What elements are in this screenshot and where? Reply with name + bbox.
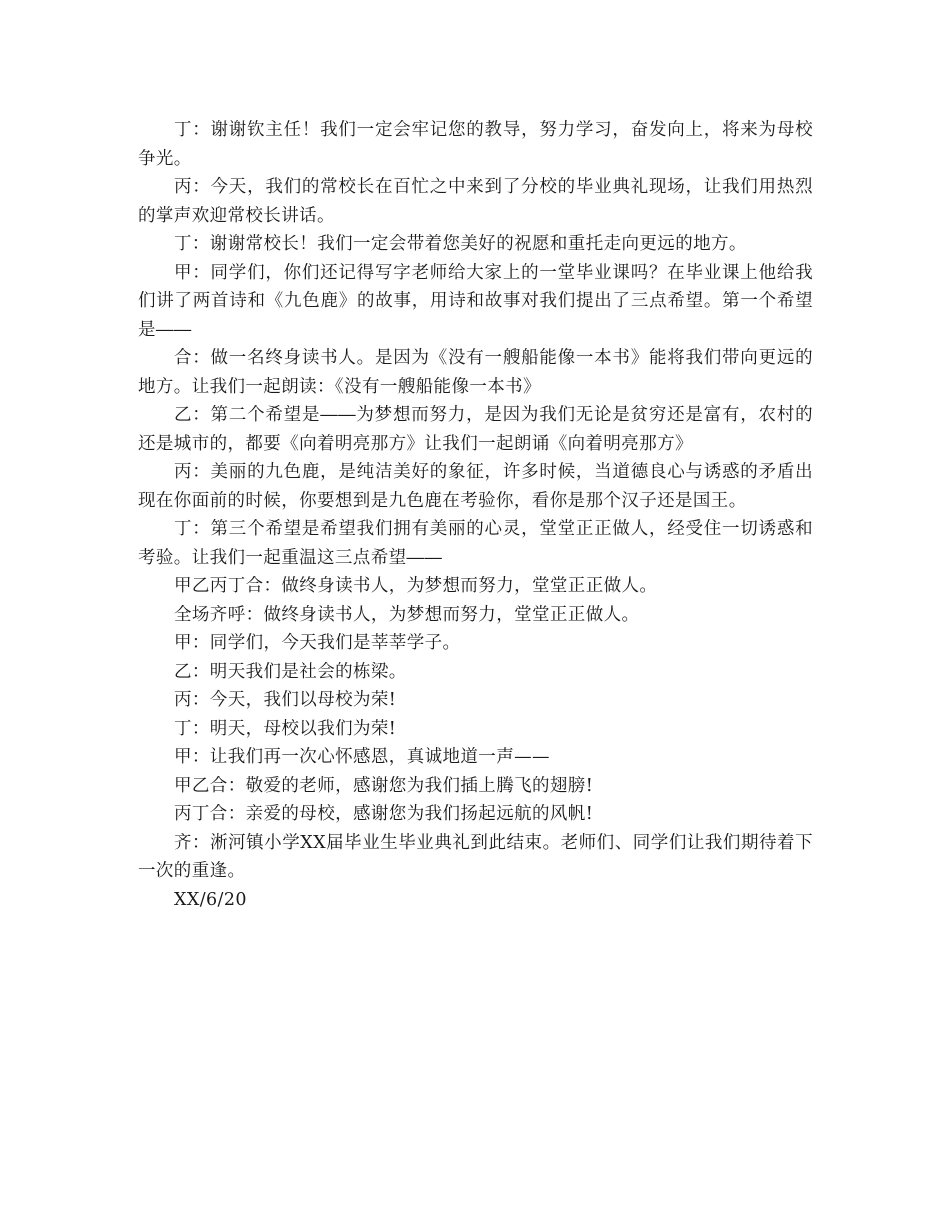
- paragraph: 甲乙合：敬爱的老师，感谢您为我们插上腾飞的翅膀!: [174, 775, 594, 796]
- paragraph: 甲：同学们，你们还记得写字老师给大家上的一堂毕业课吗？在毕业课上他给我们讲了两首诗和《九色鹿》的故事，用诗和故事对我们提出了三点希望。第一个希望是――: [138, 262, 813, 340]
- paragraph: 丁：第三个希望是希望我们拥有美丽的心灵，堂堂正正做人，经受住一切诱惑和考验。让我们一起重温这三点希望――: [138, 519, 813, 568]
- paragraph: 丁：谢谢钦主任！我们一定会牢记您的教导，努力学习，奋发向上，将来为母校争光。: [138, 120, 813, 169]
- paragraph: 丙：今天，我们以母校为荣!: [174, 690, 397, 710]
- paragraph: 合：做一名终身读书人。是因为《没有一艘船能像一本书》能将我们带向更远的地方。让我们一起朗读：《没有一艘船能像一本书》: [138, 348, 813, 397]
- paragraph: 丙：美丽的九色鹿，是纯洁美好的象征，许多时候，当道德良心与诱惑的矛盾出现在你面前的时候，你要想到是九色鹿在考验你，看你是那个汉子还是国王。: [138, 462, 813, 511]
- paragraph: 丙丁合：亲爱的母校，感谢您为我们扬起远航的风帆!: [174, 804, 594, 824]
- paragraph: 丁：明天，母校以我们为荣!: [174, 718, 397, 739]
- paragraph: 丙：今天，我们的常校长在百忙之中来到了分校的毕业典礼现场，让我们用热烈的掌声欢迎常校长讲话。: [138, 177, 813, 226]
- paragraph: 乙：第二个希望是――为梦想而努力，是因为我们无论是贫穷还是富有，农村的还是城市的，都要《向着明亮那方》让我们一起朗诵《向着明亮那方》: [138, 405, 813, 454]
- paragraph: 全场齐呼：做终身读书人，为梦想而努力，堂堂正正做人。: [174, 604, 640, 625]
- paragraph: 齐：淅河镇小学XX届毕业生毕业典礼到此结束。老师们、同学们让我们期待着下一次的重逢。: [138, 832, 813, 881]
- paragraph: 丁：谢谢常校长！我们一定会带着您美好的祝愿和重托走向更远的地方。: [174, 234, 747, 254]
- paragraph: 甲：同学们，今天我们是莘莘学子。: [174, 633, 461, 653]
- paragraph: 乙：明天我们是社会的栋梁。: [174, 661, 407, 682]
- paragraph: 甲乙丙丁合：做终身读书人，为梦想而努力，堂堂正正做人。: [174, 576, 658, 596]
- document-date: XX/6/20: [174, 889, 247, 910]
- document-body: [138, 116, 813, 914]
- paragraph: 甲：让我们再一次心怀感恩，真诚地道一声——: [174, 747, 550, 767]
